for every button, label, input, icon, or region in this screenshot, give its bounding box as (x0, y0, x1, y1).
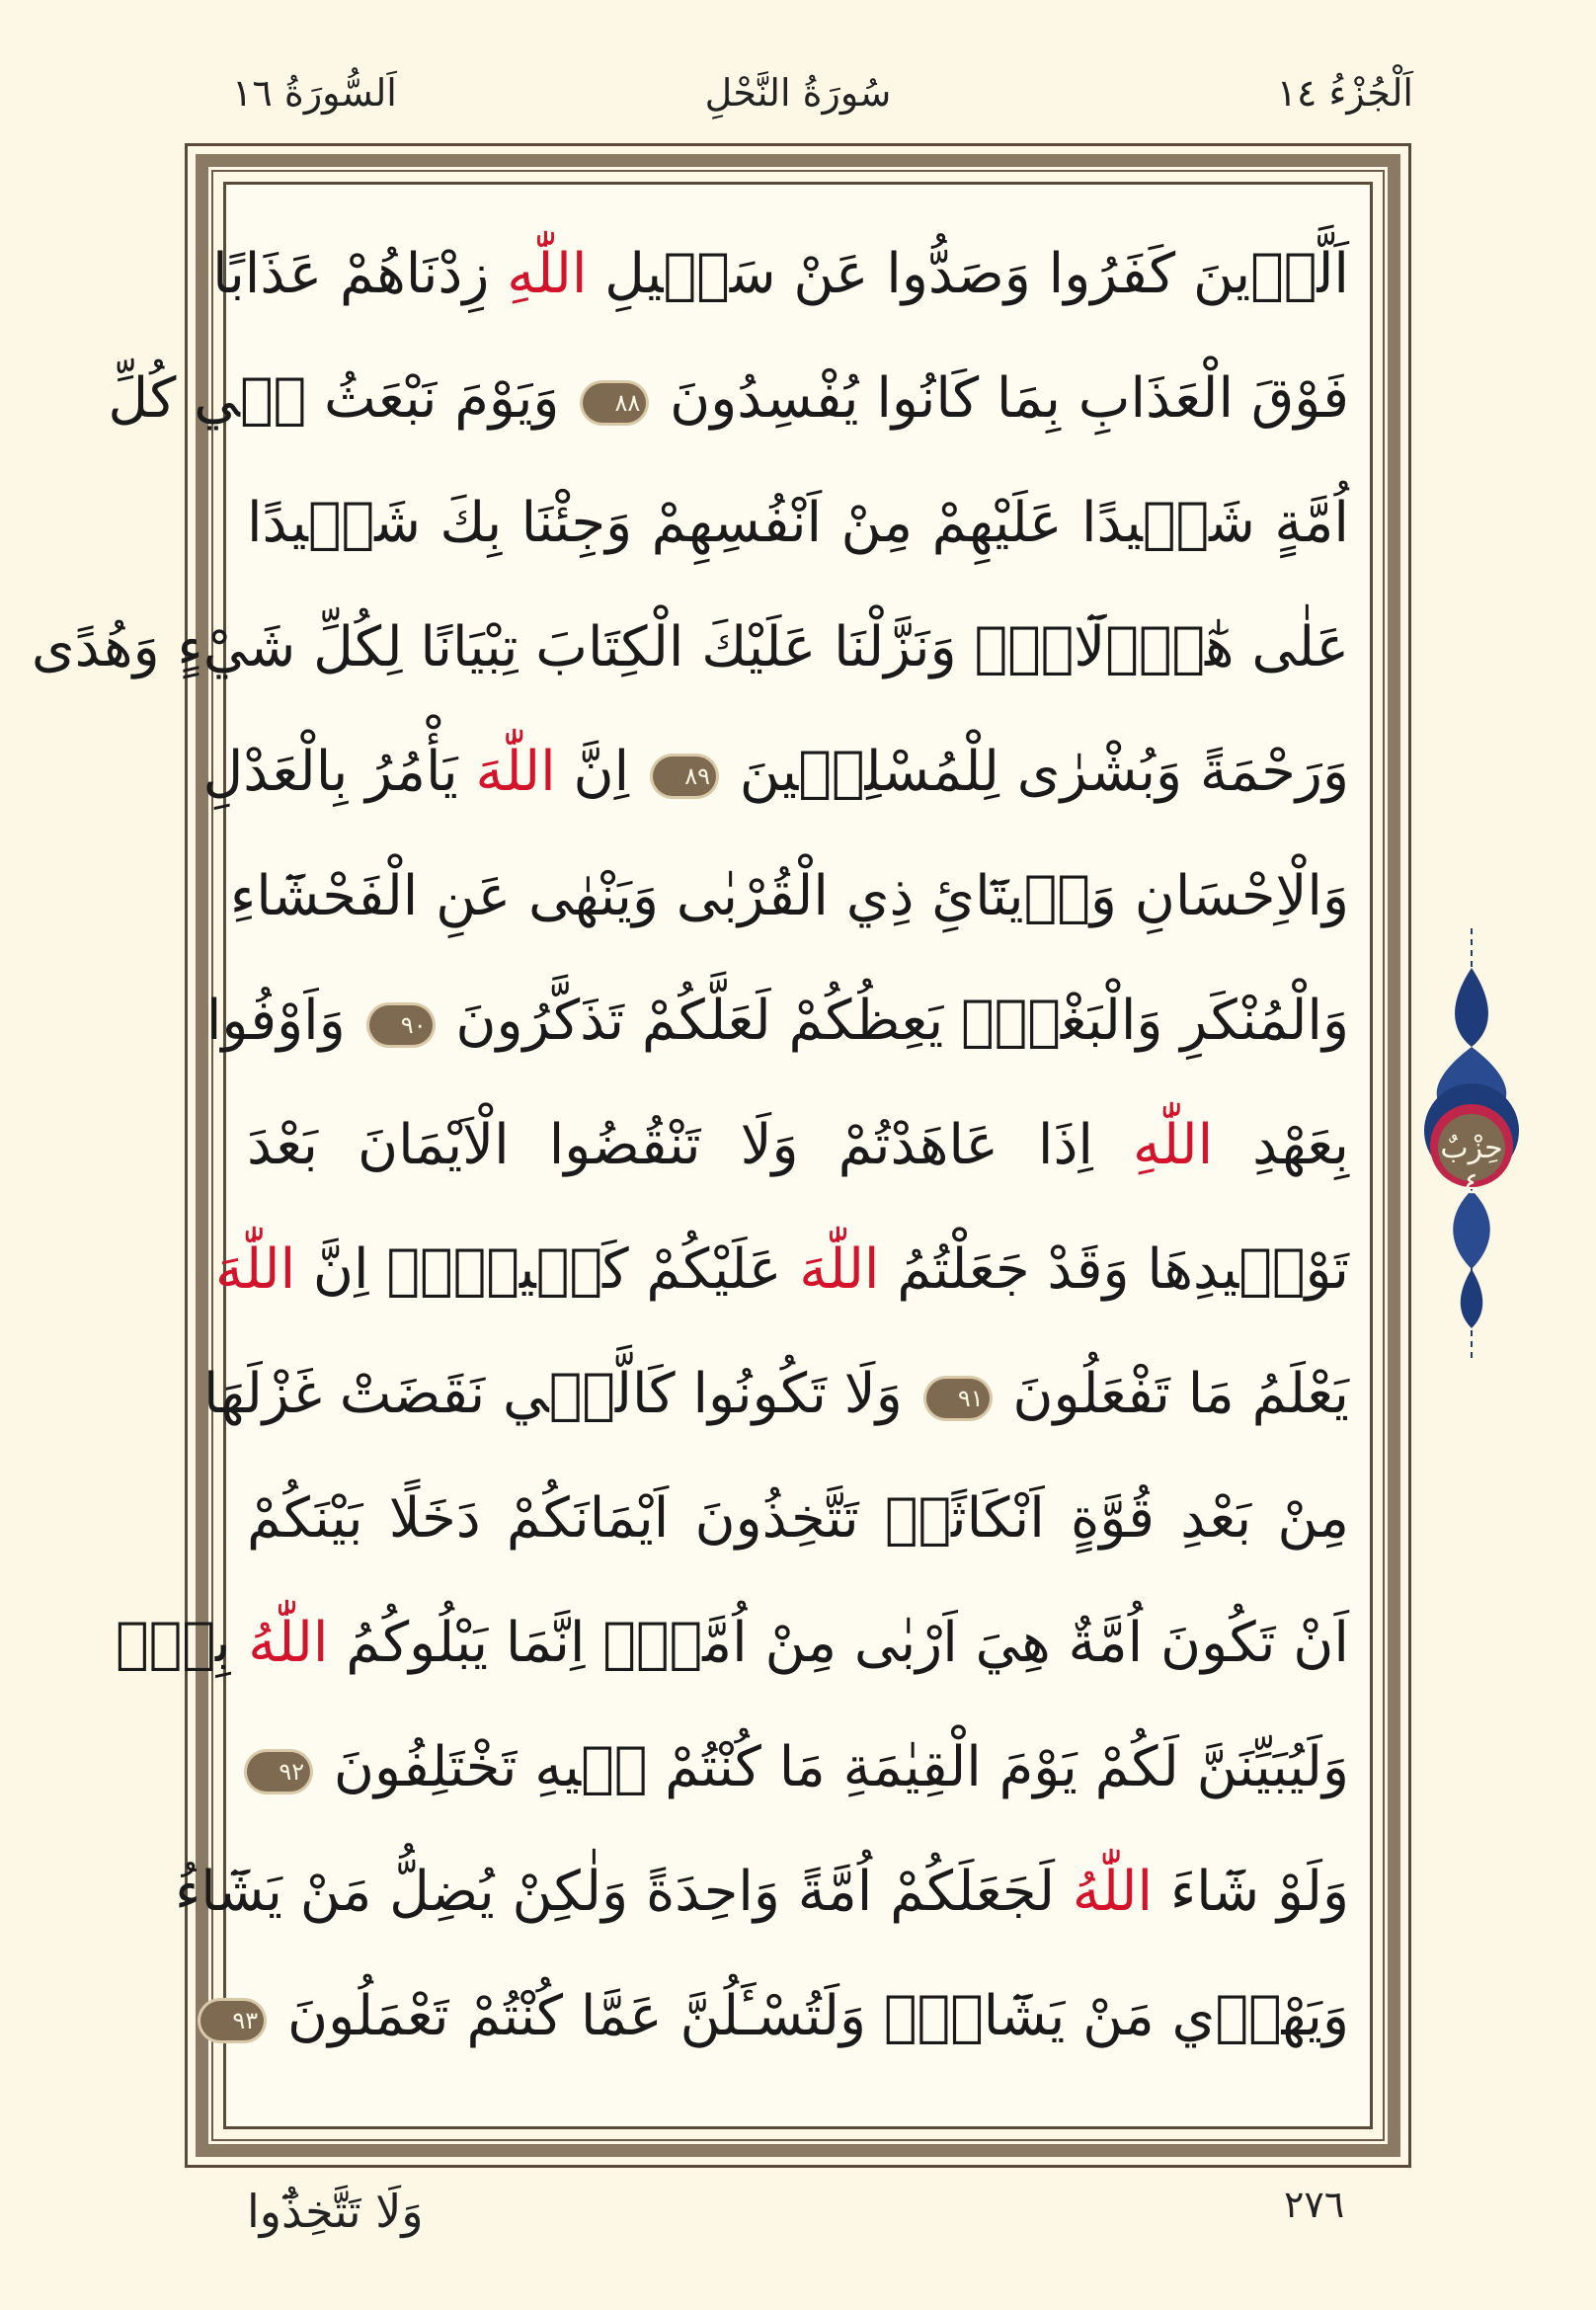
verse-text: وَرَحْمَةً وَبُشْرٰى لِلْمُسْلِم۪ينَ (721, 740, 1349, 804)
ayah-number-marker: ٩٢ (247, 1752, 310, 1792)
divine-name: اللّٰهُ (1072, 1860, 1154, 1924)
verse-text: فَوْقَ الْعَذَابِ بِمَا كَانُوا يُفْسِدُونَ (652, 366, 1349, 431)
verse-text: وَالْاِحْسَانِ وَا۪يتَٓائِ ذِي الْقُرْبٰى وَيَنْهٰى عَنِ الْفَحْشَٓاءِ (229, 864, 1349, 928)
ayah-number-marker: ٨٩ (653, 757, 716, 796)
divine-name: اللّٰهُ (248, 1611, 329, 1675)
verse-line (174, 1830, 1349, 1954)
verse-text: يَعْلَمُ مَا تَفْعَلُونَ (995, 1362, 1349, 1426)
verse-line (247, 1457, 1349, 1581)
verse-text: اَلَّذ۪ينَ كَفَرُوا وَصَدُّوا عَنْ سَب۪يلِ (587, 242, 1349, 306)
verse-line (205, 959, 1349, 1083)
verse-text: تَوْك۪يدِهَا وَقَدْ جَعَلْتُمُ (879, 1237, 1349, 1302)
verse-text: مِنْ بَعْدِ قُوَّةٍ اَنْكَاثًاۜ تَتَّخِذُونَ اَيْمَانَكُمْ دَخَلًا بَيْنَكُمْ (247, 1486, 1349, 1551)
verse-text: وَاَوْفُوا (205, 989, 363, 1053)
verse-text: اِنَّ (555, 740, 647, 804)
verse-text: وَلَا تَكُونُوا كَالَّت۪ي نَقَضَتْ غَزْلَهَا (202, 1362, 920, 1426)
verse-line (108, 337, 1349, 461)
verse-line (247, 1706, 1349, 1830)
verse-text: وَلَيُبَيِّنَنَّ لَكُمْ يَوْمَ الْقِيٰمَةِ مَا كُنْتُمْ ف۪يهِ تَخْتَلِفُونَ (316, 1735, 1349, 1799)
verse-text: يَأْمُرُ بِالْعَدْلِ (202, 740, 476, 804)
verse-text: بِعَهْدِ (1213, 1113, 1349, 1177)
divine-name: اللّٰهَ (214, 1237, 296, 1302)
verse-line (31, 586, 1349, 710)
verse-line (116, 1581, 1349, 1706)
verse-line (232, 1954, 1349, 2079)
hizb-badge (1432, 1131, 1511, 1202)
verse-text: عَلٰى هٰٓؤُ۬لَٓاءِۜ وَنَزَّلْنَا عَلَيْكَ الْكِتَابَ تِبْيَانًا لِكُلِّ شَيْءٍ وَهُدًى (31, 615, 1349, 679)
surah-number-label: اَلسُّورَةُ ١٦ (232, 71, 397, 115)
verse-text: لَجَعَلَكُمْ اُمَّةً وَاحِدَةً وَلٰكِنْ يُضِلُّ مَنْ يَشَٓاءُ (174, 1860, 1073, 1924)
verse-line (212, 212, 1349, 337)
verse-text: وَيَهْد۪ي مَنْ يَشَٓاءُۜ وَلَتُسْـَٔلُنَّ عَمَّا كُنْتُمْ تَعْمَلُونَ (270, 1984, 1349, 2048)
hizb-number: ٤ (1463, 1166, 1480, 1201)
verse-line (247, 1083, 1349, 1208)
verse-text: اَنْ تَكُونَ اُمَّةٌ هِيَ اَرْبٰى مِنْ اُمَّةٍۜ اِنَّمَا يَبْلُوكُمُ (328, 1611, 1349, 1675)
verse-text: اِذَا عَاهَدْتُمْ وَلَا تَنْقُضُوا الْاَيْمَانَ بَعْدَ (247, 1113, 1133, 1177)
verse-line (202, 710, 1349, 835)
page-number: ٢٧٦ (1284, 2183, 1345, 2226)
divine-name: اللّٰهَ (799, 1237, 880, 1302)
verse-text: اُمَّةٍ شَه۪يدًا عَلَيْهِمْ مِنْ اَنْفُسِهِمْ وَجِئْنَا بِكَ شَه۪يدًا (247, 491, 1349, 555)
quran-text-block (31, 212, 1349, 2079)
catchword: وَلَا تَتَّخِذُٓوا (247, 2185, 424, 2238)
ayah-number-marker: ٨٨ (583, 383, 646, 423)
verse-line (229, 835, 1349, 959)
verse-text: وَالْمُنْكَرِ وَالْبَغْيِۚ يَعِظُكُمْ لَعَلَّكُمْ تَذَكَّرُونَ (438, 989, 1349, 1053)
verse-line (202, 1332, 1349, 1457)
ayah-number-marker: ٩٠ (369, 1005, 433, 1045)
verse-text: عَلَيْكُمْ كَف۪يلًاۜ اِنَّ (295, 1237, 800, 1302)
verse-text: زِدْنَاهُمْ عَذَابًا (212, 242, 508, 306)
divine-name: اللّٰهِ (507, 242, 588, 306)
verse-text: وَيَوْمَ نَبْعَثُ ف۪ي كُلِّ (108, 366, 578, 431)
verse-line (247, 461, 1349, 586)
surah-title: سُورَةُ النَّحْلِ (704, 71, 892, 115)
verse-text: بِه۪ۜ (116, 1611, 249, 1675)
juz-label: اَلْجُزْءُ ١٤ (1276, 71, 1413, 115)
hizb-label-text: حِزْبٌ (1440, 1131, 1503, 1165)
ayah-number-marker: ٩٣ (200, 2001, 264, 2040)
verse-text: وَلَوْ شَٓاءَ (1153, 1860, 1349, 1924)
verse-line (214, 1208, 1349, 1332)
divine-name: اللّٰهَ (475, 740, 556, 804)
divine-name: اللّٰهِ (1132, 1113, 1214, 1177)
ayah-number-marker: ٩١ (926, 1379, 990, 1418)
